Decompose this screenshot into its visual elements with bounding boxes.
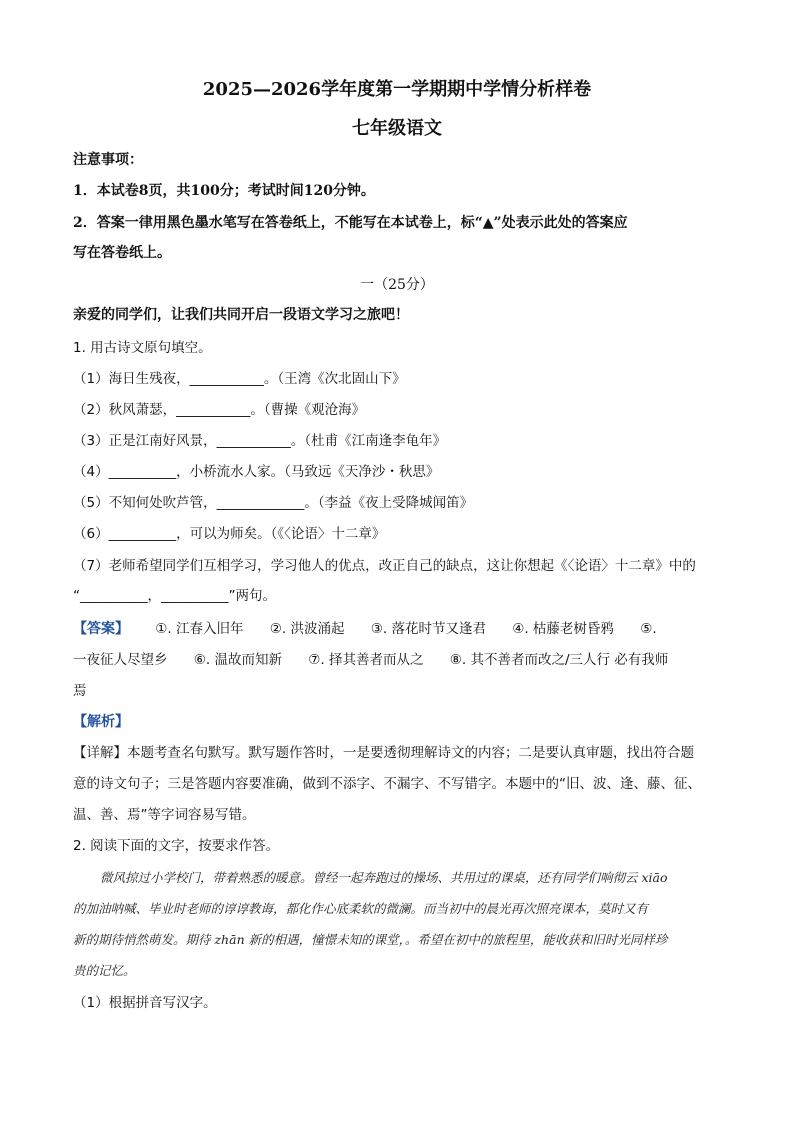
answer-line-3: 焉: [73, 683, 87, 699]
passage-line: 的加油呐喊、毕业时老师的谆谆教诲，都化作心底柔软的微澜。而当初中的晨光再次照亮课本，莫时又有: [73, 901, 649, 916]
question-1-item: （3）正是江南好风景，___________。（杜甫《江南逢李龟年》: [73, 433, 447, 449]
passage-line: 微风掠过小学校门，带着熟悉的暖意。曾经一起奔跑过的操场、共用过的课桌，还有同学们响彻云 xiāo: [100, 870, 668, 885]
question-1-item: （4）__________，小桥流水人家。（马致远《天净沙・秋思》: [73, 464, 440, 480]
passage-line: 新的期待悄然萌发。期待 zhān 新的相遇，憧憬未知的课堂，。希望在初中的旅程里，能收获和旧时光同样珍: [73, 932, 668, 947]
answer-item: ⑧. 其不善者而改之/三人行 必有我师: [449, 652, 669, 668]
answer-item: ④. 枯藤老树昏鸦: [512, 621, 614, 637]
answer-item: 一夜征人尽望乡: [73, 652, 168, 668]
answer-item: ①. 江春入旧年: [155, 621, 244, 637]
passage-line: 贵的记忆。: [73, 963, 136, 978]
question-2-sub-1: （1）根据拼音写汉字。: [73, 995, 217, 1011]
analysis-text: 【详解】本题考查名句默写。默写题作答时，一是要透彻理解诗文的内容；二是要认真审题，找出符合题: [73, 745, 694, 761]
answer-item: ⑥. 温故而知新: [193, 652, 282, 668]
question-1-stem: 1. 用古诗文原句填空。: [73, 340, 212, 356]
question-1-item: （7）老师希望同学们互相学习，学习他人的优点，改正自己的缺点，这让你想起《〈论语〉十二章》中的: [73, 558, 696, 574]
answer-line-1: [73, 619, 657, 639]
question-1-item: （6）__________，可以为师矣。（《〈论语〉十二章》: [73, 526, 386, 542]
question-2-stem: 2. 阅读下面的文字，按要求作答。: [73, 838, 280, 854]
answer-item: ③. 落花时节又逢君: [370, 621, 486, 637]
answer-label: 【答案】: [73, 621, 129, 637]
answer-item: ⑦. 择其善者而从之: [308, 652, 424, 668]
section-intro: 亲爱的同学们，让我们共同开启一段语文学习之旅吧！: [73, 307, 409, 323]
analysis-text: 温、善、焉”等字词容易写错。: [73, 807, 256, 823]
notes-item-2-cont: 写在答卷纸上。: [73, 245, 171, 261]
answer-item: ②. 洪波涌起: [269, 621, 345, 637]
answer-item: ⑤.: [640, 621, 657, 637]
section-label: 一（25分）: [360, 277, 434, 293]
analysis-label: 【解析】: [73, 714, 129, 730]
notes-heading: 注意事项：: [73, 152, 143, 168]
notes-item-2: 2．答案一律用黑色墨水笔写在答卷纸上，不能写在本试卷上，标“▲”处表示此处的答案应: [73, 215, 628, 231]
question-1-item: （1）海日生残夜，___________。（王湾《次北固山下》: [73, 371, 406, 387]
question-1-item: （5）不知何处吹芦管，_____________。（李益《夜上受降城闻笛》: [73, 495, 474, 511]
notes-item-1: 1．本试卷8页，共100分；考试时间120分钟。: [73, 183, 375, 199]
page-title: 2025—2026学年度第一学期期中学情分析样卷: [202, 79, 592, 100]
page-subtitle: 七年级语文: [352, 118, 442, 139]
analysis-text: 意的诗文句子；三是答题内容要准确，做到不添字、不漏字、不写错字。本题中的“旧、波、逢、藤、征、: [73, 776, 701, 792]
question-1-item: （2）秋风萧瑟，___________。（曹操《观沧海》: [73, 402, 366, 418]
answer-line-2: [73, 650, 668, 670]
question-1-item: “__________，__________”两句。: [73, 588, 276, 604]
